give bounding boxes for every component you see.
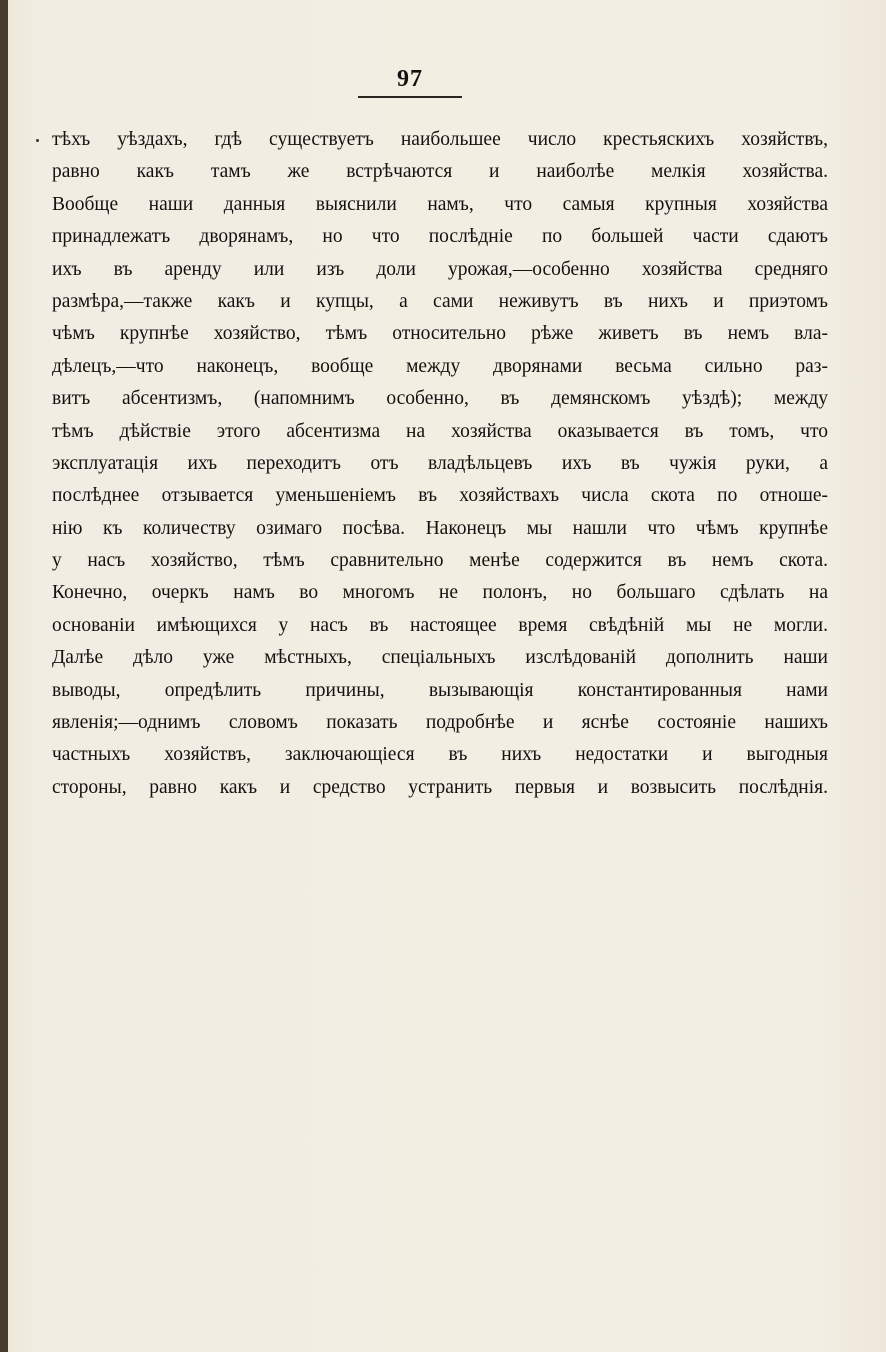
binding-edge xyxy=(0,0,8,1352)
header-rule xyxy=(358,96,462,98)
ink-speck xyxy=(36,139,39,142)
text-line: чѣмъ крупнѣе хозяйство, тѣмъ относительно рѣже живетъ въ немъ вла- xyxy=(52,323,828,345)
text-line: выводы, опредѣлить причины, вызывающія константированныя нами xyxy=(52,679,828,701)
text-line: нію къ количеству озимаго посѣва. Наконецъ мы нашли что чѣмъ крупнѣе xyxy=(52,517,828,539)
text-line: ихъ въ аренду или изъ доли урожая,—особенно хозяйства средняго xyxy=(52,258,828,280)
text-line: явленія;—однимъ словомъ показать подробнѣе и яснѣе состояніе нашихъ xyxy=(52,712,828,734)
text-line: у насъ хозяйство, тѣмъ сравнительно менѣе содержится въ немъ скота. xyxy=(52,550,828,572)
text-line: Далѣе дѣло уже мѣстныхъ, спеціальныхъ изслѣдованій дополнить наши xyxy=(52,647,828,669)
page-number: 97 xyxy=(397,66,423,92)
text-line: послѣднее отзывается уменьшеніемъ въ хозяйствахъ числа скота по отноше- xyxy=(52,485,828,507)
text-line: равно какъ тамъ же встрѣчаются и наиболѣе мелкія хозяйства. xyxy=(52,161,828,183)
text-line: витъ абсентизмъ, (напомнимъ особенно, въ демянскомъ уѣздѣ); между xyxy=(52,388,828,410)
text-line: эксплуатація ихъ переходитъ отъ владѣльцевъ ихъ въ чужія руки, а xyxy=(52,452,828,474)
text-line: дѣлецъ,—что наконецъ, вообще между дворянами весьма сильно раз- xyxy=(52,355,828,377)
text-line: частныхъ хозяйствъ, заключающіеся въ нихъ недостатки и выгодныя xyxy=(52,744,828,766)
text-line: размѣра,—также какъ и купцы, а сами неживутъ въ нихъ и приэтомъ xyxy=(52,290,828,312)
text-line: стороны, равно какъ и средство устранить первыя и возвысить послѣднія. xyxy=(52,776,828,798)
text-line: Конечно, очеркъ намъ во многомъ не полонъ, но большаго сдѣлать на xyxy=(52,582,828,604)
text-line: тѣхъ уѣздахъ, гдѣ существуетъ наибольшее число крестьяскихъ хозяйствъ, xyxy=(52,129,828,150)
text-line: принадлежатъ дворянамъ, но что послѣдніе по большей части сдаютъ xyxy=(52,226,828,248)
text-line: Вообще наши данныя выяснили намъ, что самыя крупныя хозяйства xyxy=(52,193,828,215)
text-line: основаніи имѣющихся у насъ въ настоящее время свѣдѣній мы не могли. xyxy=(52,614,828,636)
text-line: тѣмъ дѣйствіе этого абсентизма на хозяйства оказывается въ томъ, что xyxy=(52,420,828,442)
body-text xyxy=(52,124,828,804)
